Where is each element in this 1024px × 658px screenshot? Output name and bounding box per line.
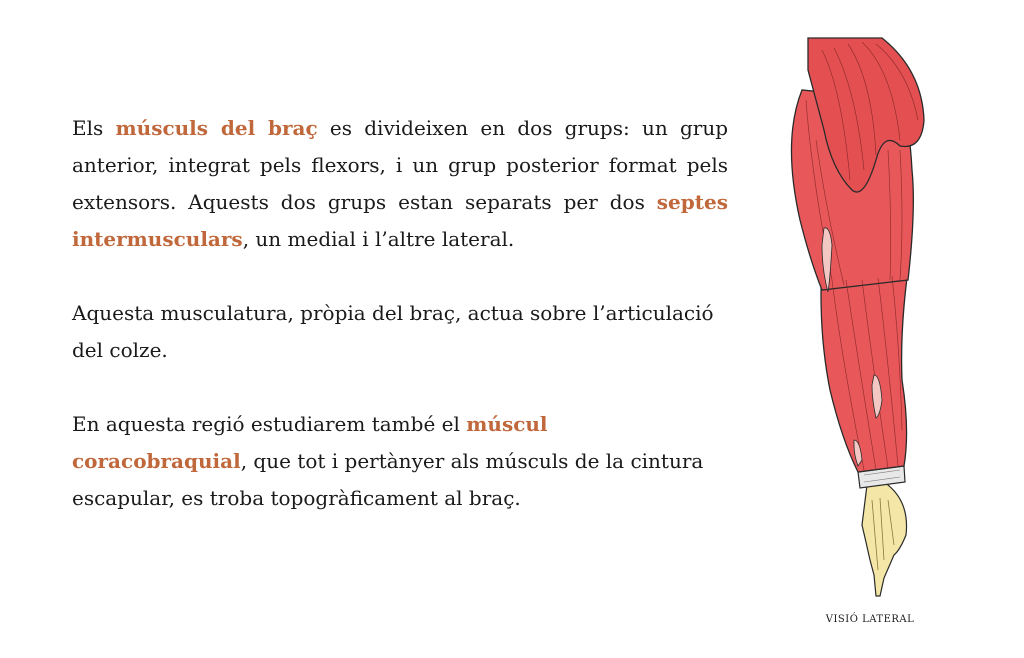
arm-muscles-illustration	[772, 30, 932, 600]
link-muscul-coracobraquial[interactable]: múscul coracobraquial	[72, 412, 548, 473]
p3-post: , que tot i pertànyer als músculs de la cintura escapular, es troba topogràficament al braç.	[72, 449, 704, 510]
hand-tendons	[862, 482, 907, 596]
p3-pre: En aquesta regió estudiarem també el	[72, 412, 467, 436]
paragraph-2: Aquesta musculatura, pròpia del braç, actua sobre l’articulació del colze.	[72, 301, 714, 362]
text-column	[72, 110, 728, 554]
paragraph-1	[72, 110, 728, 258]
figure-caption: VISIÓ LATERAL	[825, 614, 915, 625]
p1-pre: Els	[72, 116, 116, 140]
p1-mid: es divideixen en dos grups: un grup anterior, integrat pels flexors, i un grup posterior format pels extensors. Aquests dos grups estan separats per dos	[72, 116, 728, 214]
paragraph-3	[72, 406, 728, 517]
link-musculs-del-brac[interactable]: músculs del braç	[115, 116, 318, 140]
p1-post: , un medial i l’altre lateral.	[242, 227, 515, 251]
forearm-muscles	[821, 260, 908, 472]
link-septes-intermusculars[interactable]: septes intermusculars	[72, 190, 728, 251]
